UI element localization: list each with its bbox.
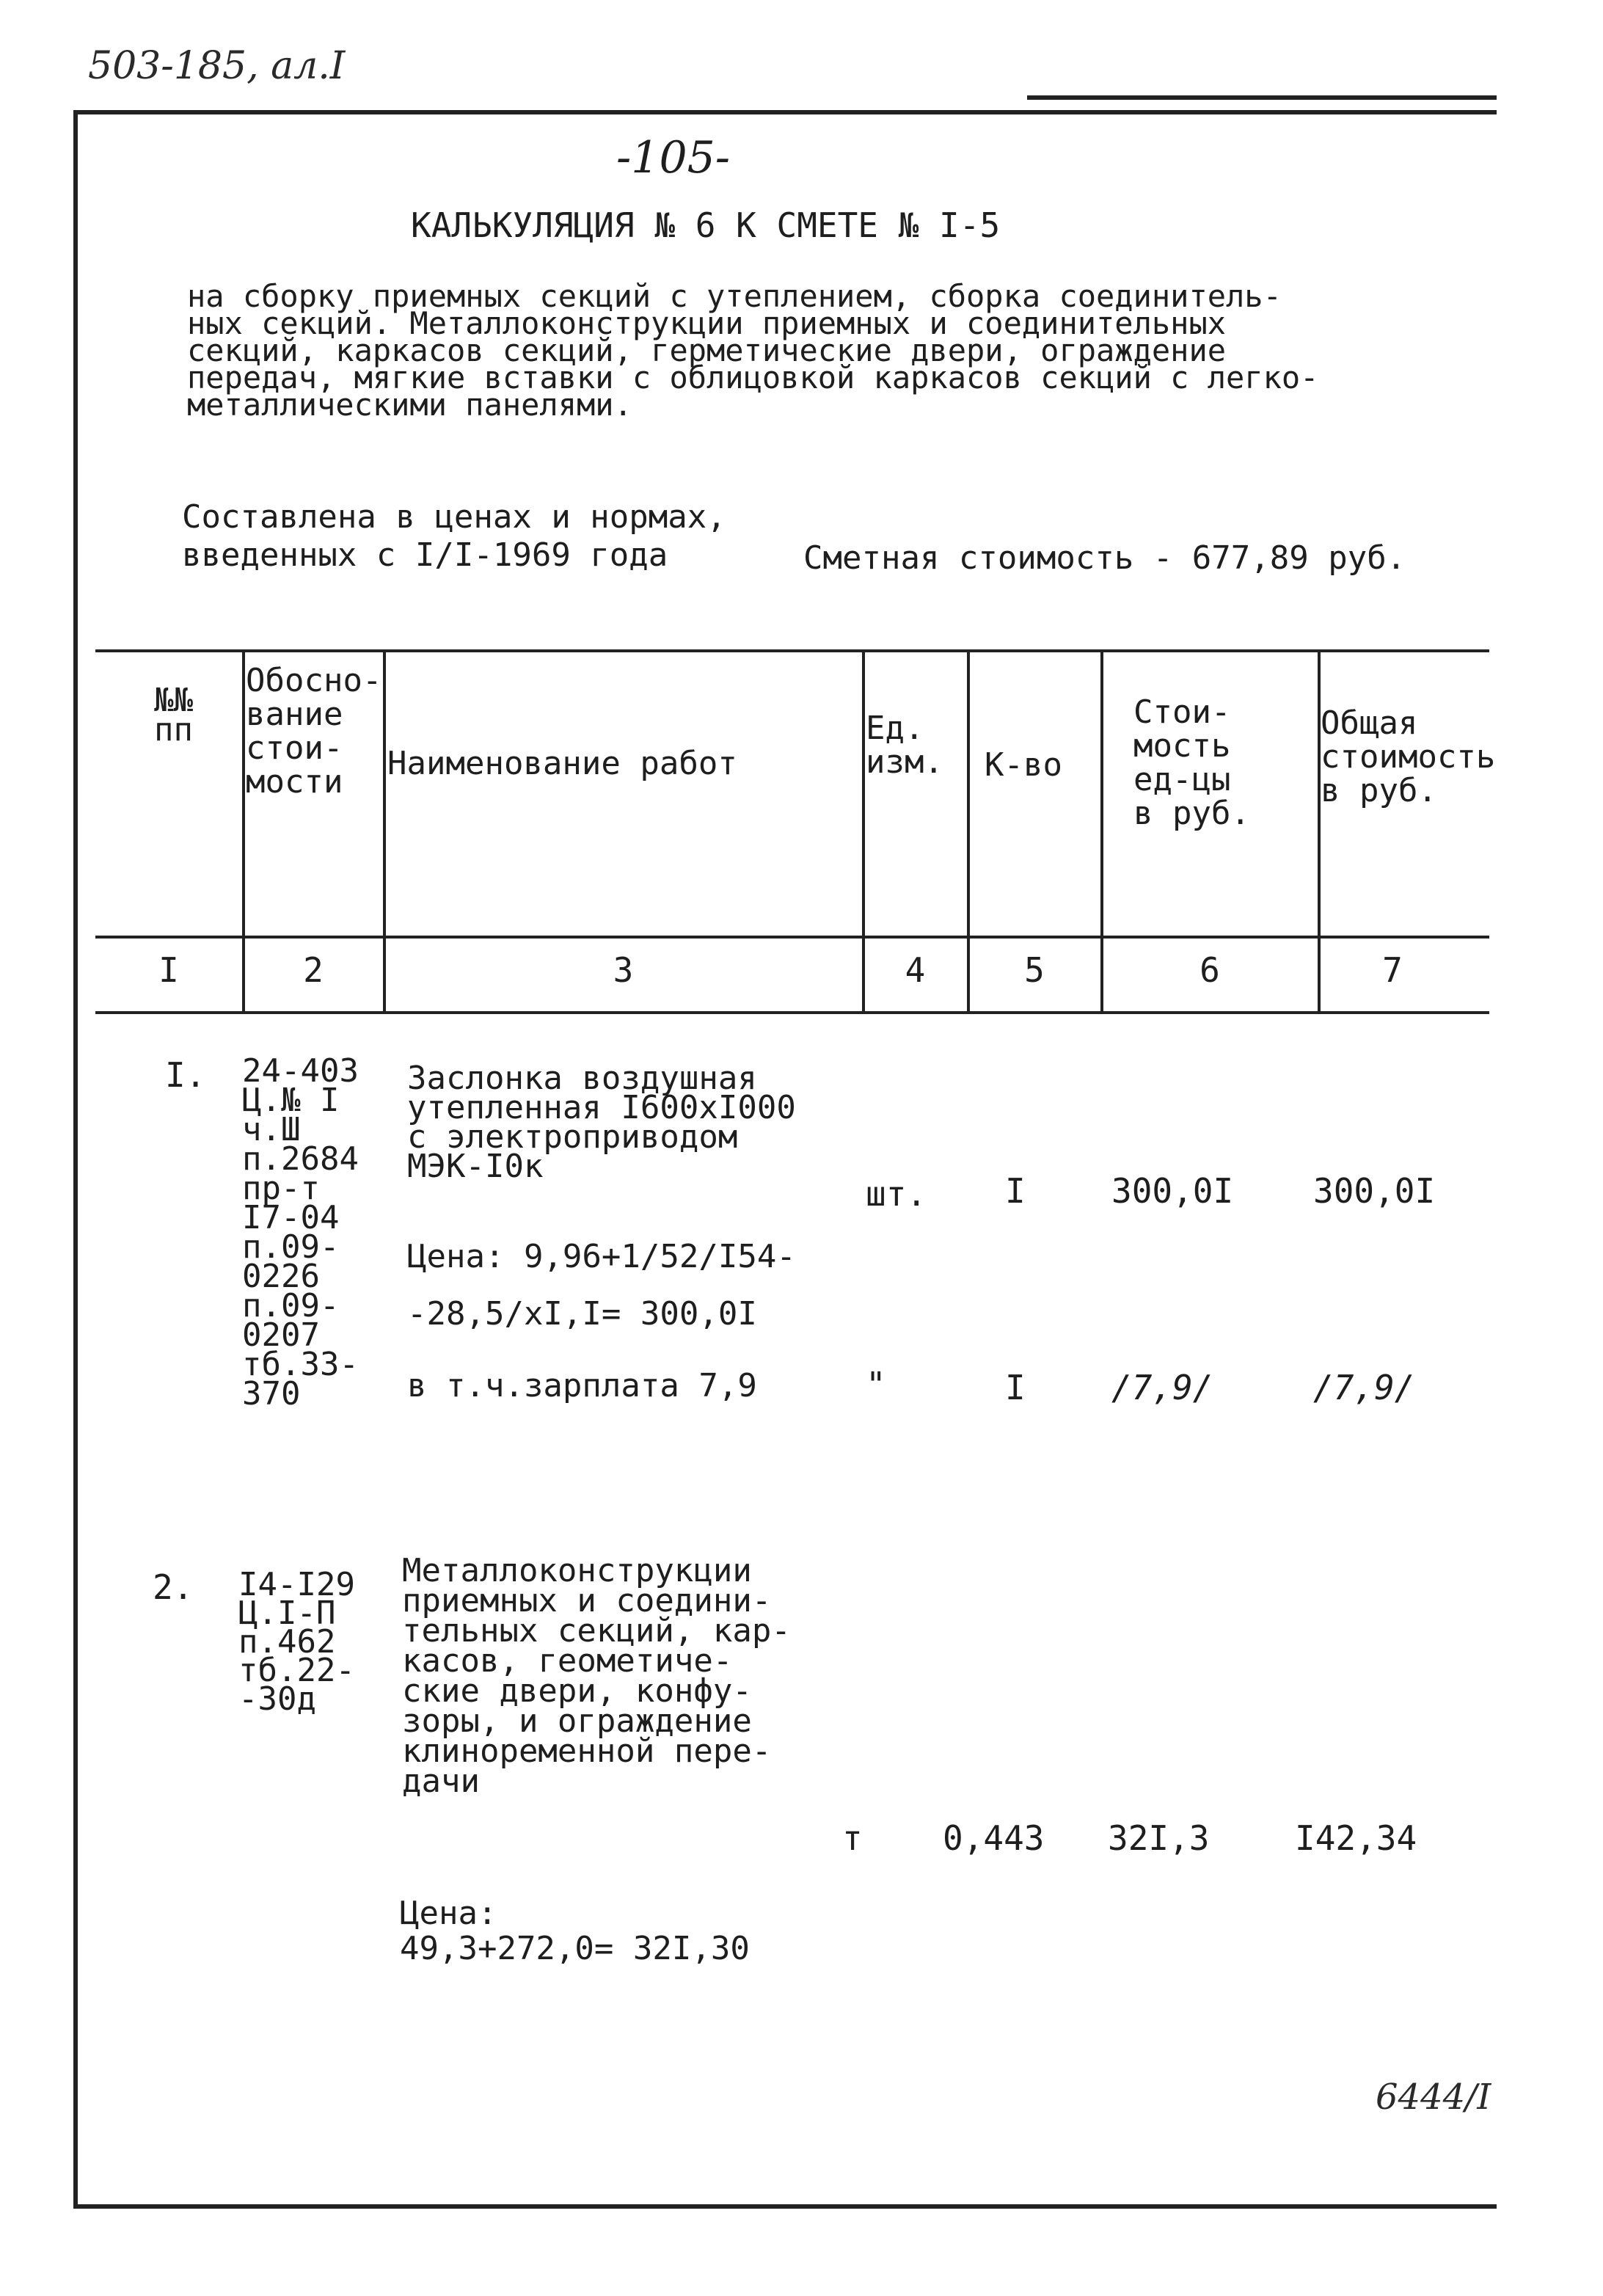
- table-colnum-rule: [95, 1011, 1489, 1014]
- row-price-line-2: 49,3+272,0= 32I,30: [400, 1930, 750, 1967]
- row-price-line-1: Цена: 9,96+1/52/I54-: [407, 1238, 796, 1275]
- header-item-number: №№ пп: [154, 682, 193, 748]
- prices-line-2: введенных с I/I-1969 года: [182, 536, 668, 574]
- row-quantity: I: [1005, 1171, 1026, 1211]
- page-frame-top-edge: [1027, 95, 1497, 100]
- prices-line-1: Составлена в ценах и нормах,: [182, 498, 726, 536]
- row-work-name: Заслонка воздушная утепленная I600хI000 с электроприводом МЭК-I0к: [407, 1060, 796, 1185]
- row-unit-cost: 32I,3: [1108, 1818, 1210, 1858]
- row-cost-basis: I4-I29 Ц.I-П п.462 тб.22- -30д: [238, 1566, 355, 1718]
- row-wage-quantity: I: [1005, 1368, 1026, 1407]
- row-price-line-1: Цена:: [400, 1895, 497, 1932]
- header-work-name: Наименование работ: [387, 745, 737, 782]
- row-wage-unit-cost: /7,9/: [1111, 1368, 1213, 1407]
- header-quantity: К-во: [985, 746, 1062, 784]
- row-number: I.: [165, 1055, 206, 1095]
- row-quantity: 0,443: [943, 1818, 1045, 1858]
- row-wage-label: в т.ч.зарплата 7,9: [407, 1367, 757, 1404]
- row-unit-cost: 300,0I: [1111, 1171, 1234, 1211]
- row-total: 300,0I: [1313, 1171, 1436, 1211]
- estimated-cost: Сметная стоимость - 677,89 руб.: [803, 539, 1406, 577]
- row-wage-total: /7,9/: [1313, 1368, 1415, 1407]
- row-number: 2.: [153, 1567, 194, 1607]
- column-number-3: 3: [613, 950, 634, 990]
- document-code-annotation: 503-185, ал.I: [88, 44, 346, 88]
- row-work-name: Металлоконструкции приемных и соедини- тельных секций, кар- касов, геометиче- ские двери, конфу- зоры, и ограждение клиноременной пере- дачи: [402, 1552, 791, 1800]
- table-top-rule: [95, 649, 1489, 652]
- column-number-2: 2: [303, 950, 324, 990]
- row-total: I42,34: [1295, 1818, 1417, 1858]
- row-wage-unit: ": [866, 1365, 886, 1404]
- header-unit: Ед. изм.: [866, 710, 943, 781]
- document-description: на сборку приемных секций с утеплением, сборка соединитель- ных секций. Металлоконструкции приемных и соединительных секций, каркасов секций, герметические двери, ограждение передач, мягкие вставки с облицовкой каркасов секций с легко- металлическими панелями.: [187, 278, 1319, 423]
- column-number-4: 4: [905, 950, 926, 990]
- row-cost-basis: 24-403 Ц.№ I ч.Ш п.2684 пр-т I7-04 п.09- 0226 п.09- 0207 тб.33- 370: [242, 1052, 359, 1413]
- table-header-rule: [95, 936, 1489, 939]
- header-total-cost: Общая стоимость в руб.: [1321, 704, 1496, 809]
- page-number: -105-: [616, 132, 731, 183]
- row-price-line-2: -28,5/хI,I= 300,0I: [407, 1295, 757, 1333]
- row-unit: шт.: [866, 1174, 927, 1214]
- column-number-5: 5: [1024, 950, 1045, 990]
- column-number-1: I: [158, 950, 179, 990]
- header-cost-basis: Обосно- вание стои- мости: [246, 662, 382, 801]
- row-unit: т: [842, 1818, 863, 1858]
- column-number-7: 7: [1382, 950, 1403, 990]
- header-unit-cost: Стои- мость ед-цы в руб.: [1133, 693, 1250, 832]
- column-number-6: 6: [1199, 950, 1220, 990]
- bottom-code-annotation: 6444/I: [1376, 2077, 1491, 2118]
- document-title: КАЛЬКУЛЯЦИЯ № 6 К СМЕТЕ № I-5: [411, 205, 1001, 245]
